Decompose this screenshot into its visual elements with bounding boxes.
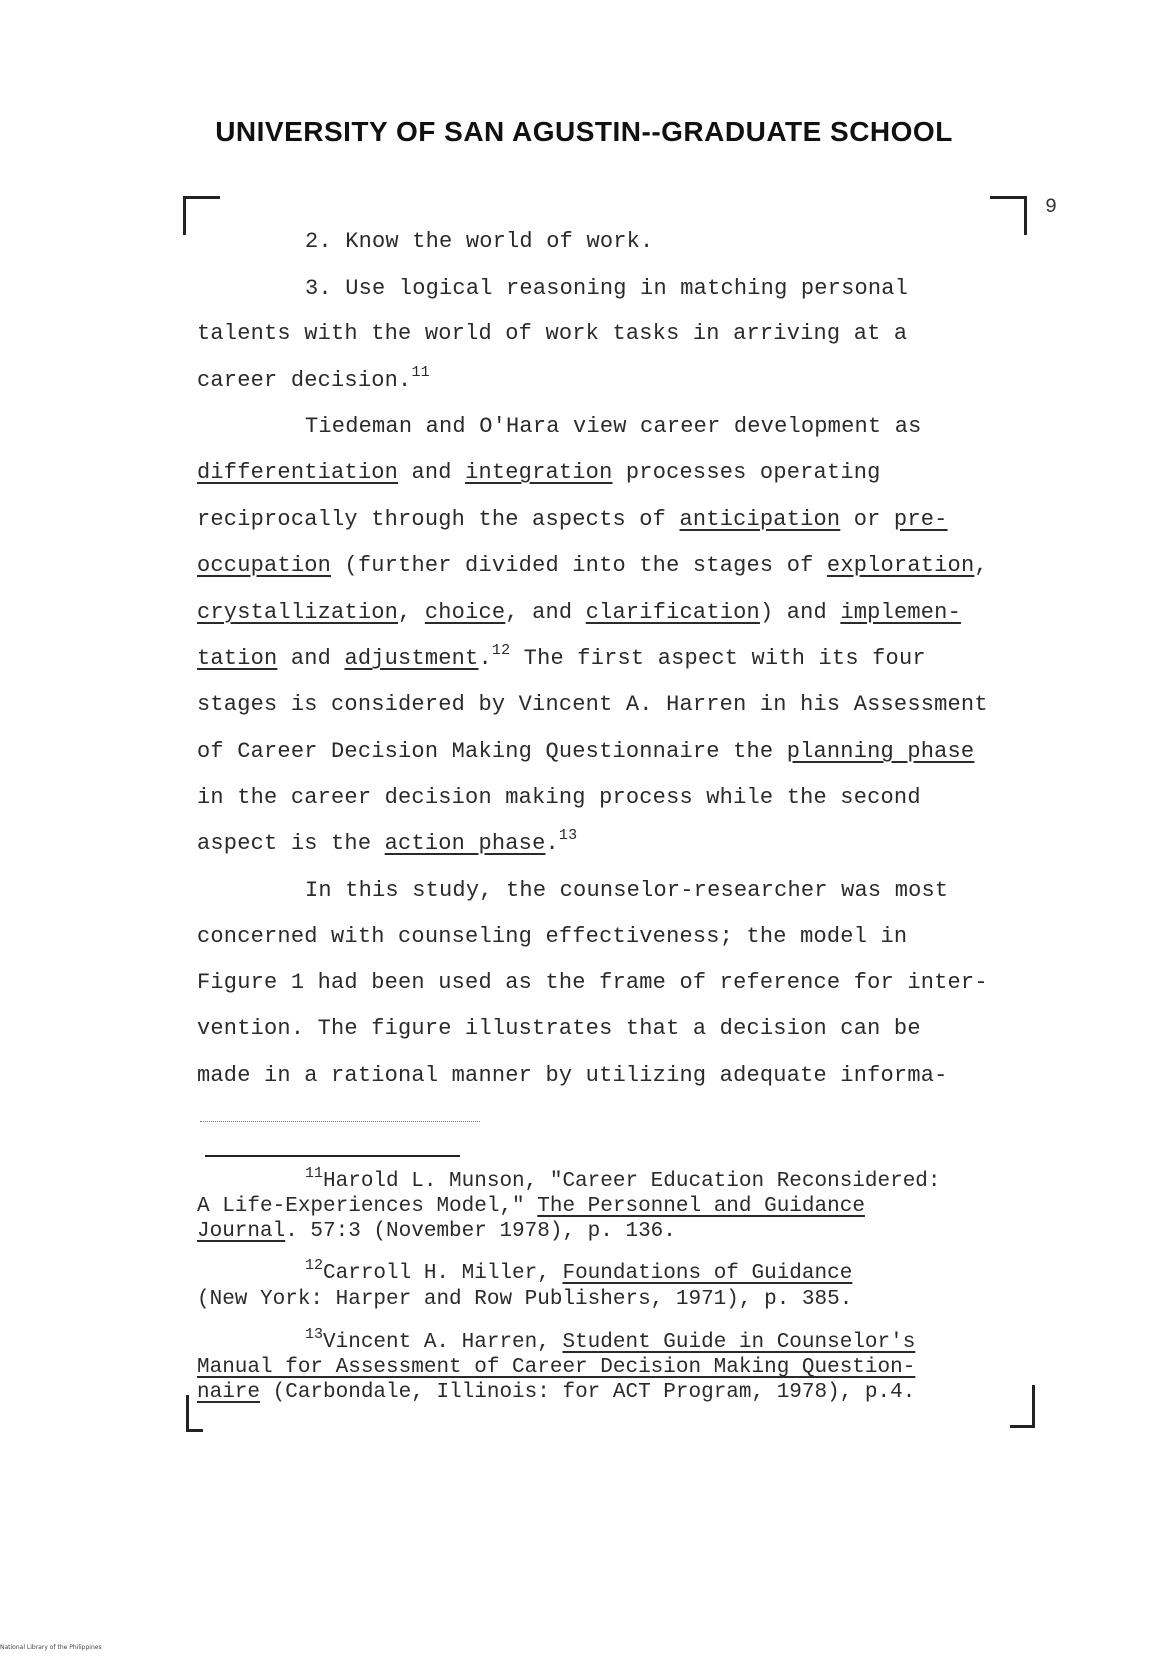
- text-run: and: [398, 460, 466, 485]
- text-run: (New York: Harper and Row Publishers, 1971), p. 385.: [197, 1288, 853, 1311]
- text-run: 3. Use logical reasoning in matching personal: [305, 276, 909, 301]
- text-run: . 57:3 (November 1978), p. 136.: [285, 1220, 676, 1243]
- underlined-term: crystallization: [197, 600, 399, 625]
- text-run: 2. Know the world of work.: [305, 229, 654, 254]
- underlined-term: anticipation: [679, 507, 841, 532]
- body-line: [197, 970, 988, 995]
- crop-mark-top-left: [183, 196, 220, 235]
- footnote-13-line: [197, 1356, 915, 1379]
- footnote-11-line: [197, 1220, 676, 1243]
- text-run: in the career decision making process while the second: [197, 785, 921, 810]
- body-line: [305, 414, 922, 439]
- body-line: [197, 460, 881, 485]
- body-line: [197, 553, 988, 578]
- text-run: ) and: [759, 600, 841, 625]
- text-run: (Carbondale, Illinois: for ACT Program, 1978), p.4.: [260, 1381, 916, 1404]
- text-run: ,: [974, 553, 988, 578]
- underlined-term: pre-: [893, 507, 948, 532]
- page-bottom-divider: [200, 1121, 480, 1122]
- body-line: [197, 600, 961, 625]
- footnote-separator: [205, 1155, 460, 1157]
- footnote-number: 13: [305, 1326, 324, 1343]
- text-run: and: [277, 646, 345, 671]
- text-run: Vincent A. Harren,: [323, 1331, 563, 1354]
- body-line: [197, 827, 578, 856]
- page-number: 9: [1045, 196, 1058, 219]
- text-run: Tiedeman and O'Hara view career development as: [305, 414, 922, 439]
- text-run: , and: [505, 600, 586, 625]
- footnote-11-line: [197, 1195, 865, 1218]
- text-run: Figure 1 had been used as the frame of reference for inter-: [197, 970, 988, 995]
- text-run: concerned with counseling effectiveness; the model in: [197, 924, 908, 949]
- text-run: processes operating: [612, 460, 881, 485]
- body-line: [197, 692, 988, 717]
- text-run: .: [545, 831, 559, 856]
- text-run: In this study, the counselor-researcher was most: [305, 878, 949, 903]
- body-line: [197, 1016, 921, 1041]
- text-run: A Life-Experiences Model,": [197, 1195, 538, 1218]
- crop-mark-bottom-left: [186, 1395, 203, 1432]
- footnote-11-line: [305, 1165, 941, 1193]
- text-run: of Career Decision Making Questionnaire the: [197, 739, 787, 764]
- underlined-term: action phase: [384, 831, 546, 856]
- footnote-number: 11: [305, 1165, 324, 1182]
- text-run: talents with the world of work tasks in arriving at a: [197, 321, 908, 346]
- text-run: vention. The figure illustrates that a decision can be: [197, 1016, 921, 1041]
- footnote-ref-12: 12: [491, 642, 511, 659]
- footnote-12-line: [197, 1288, 852, 1311]
- text-run: .: [478, 646, 492, 671]
- footnote-ref-13: 13: [558, 827, 578, 844]
- text-run: career decision.: [197, 368, 412, 393]
- underlined-title: Student Guide in Counselor's: [562, 1331, 916, 1354]
- underlined-term: occupation: [197, 553, 332, 578]
- underlined-title: Foundations of Guidance: [562, 1262, 853, 1285]
- underlined-title: Journal: [197, 1220, 286, 1243]
- text-run: Harold L. Munson, "Career Education Reconsidered:: [323, 1170, 941, 1193]
- scan-footer-caption: National Library of the Philippines: [0, 1644, 102, 1651]
- underlined-term: clarification: [585, 600, 760, 625]
- underlined-title: naire: [197, 1381, 261, 1404]
- body-line: [197, 364, 430, 393]
- text-run: made in a rational manner by utilizing adequate informa-: [197, 1063, 948, 1088]
- footnote-number: 12: [305, 1257, 324, 1274]
- text-run: The first aspect with its four: [510, 646, 926, 671]
- text-run: Carroll H. Miller,: [323, 1262, 563, 1285]
- body-line: [305, 276, 908, 301]
- footnote-13-line: [197, 1381, 915, 1404]
- underlined-term: integration: [465, 460, 613, 485]
- crop-mark-top-right: [990, 196, 1027, 235]
- footnote-ref-11: 11: [411, 364, 430, 381]
- crop-mark-bottom-right: [1010, 1385, 1035, 1428]
- underlined-term: planning phase: [786, 739, 975, 764]
- underlined-term: adjustment: [344, 646, 479, 671]
- underlined-term: differentiation: [197, 460, 399, 485]
- text-run: (further divided into the stages of: [331, 553, 827, 578]
- underlined-term: implemen-: [840, 600, 961, 625]
- body-line: [197, 321, 907, 346]
- underlined-title: Manual for Assessment of Career Decision Making Question-: [197, 1356, 916, 1379]
- footnote-13-line: [305, 1326, 916, 1354]
- underlined-title: The Personnel and Guidance: [537, 1195, 865, 1218]
- underlined-term: exploration: [826, 553, 975, 578]
- body-line: [197, 642, 926, 671]
- text-run: reciprocally through the aspects of: [197, 507, 680, 532]
- body-line: [197, 507, 948, 532]
- footnote-12-line: [305, 1257, 853, 1285]
- body-line: [197, 1063, 948, 1088]
- body-line: [197, 739, 974, 764]
- body-line: [197, 785, 921, 810]
- text-run: stages is considered by Vincent A. Harren in his Assessment: [197, 692, 988, 717]
- body-line: [305, 878, 948, 903]
- text-run: or: [840, 507, 894, 532]
- body-line: [197, 924, 907, 949]
- text-run: ,: [398, 600, 425, 625]
- body-line: [305, 229, 653, 254]
- underlined-term: choice: [424, 600, 506, 625]
- page-header-title: UNIVERSITY OF SAN AGUSTIN--GRADUATE SCHOOL: [215, 116, 953, 147]
- underlined-term: tation: [197, 646, 278, 671]
- text-run: aspect is the: [197, 831, 385, 856]
